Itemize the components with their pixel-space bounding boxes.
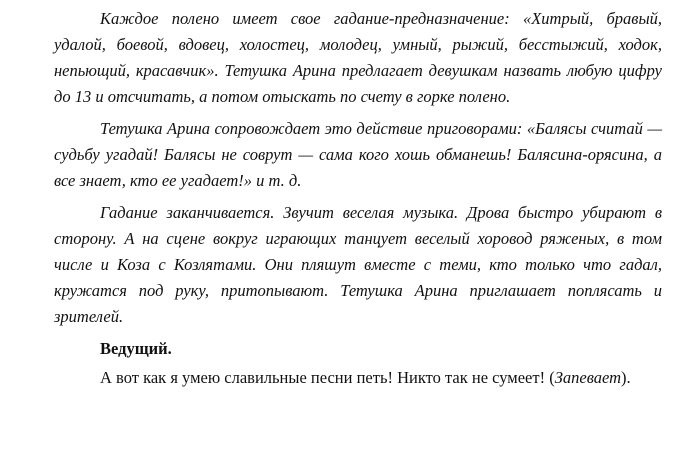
stage-direction: Запевает <box>554 368 622 387</box>
paragraph-round-dance: Гадание заканчивается. Звучит веселая музыка. Дрова быстро убирают в сторону. А на сцене вокруг играющих танцует веселый хоровод ряженых, в том числе и Коза с Козлятами. Они пляшут вместе с теми, кто только что гадал, кружатся под руку, притопывают. Тетушка Арина приглашает поплясать и зрителей. <box>54 203 662 326</box>
stage-direction-close: ). <box>621 368 631 387</box>
speaker-heading: Ведущий. <box>100 339 172 358</box>
speaker-line-text: А вот как я умею славильные песни петь! Никто так не сумеет! <box>100 368 546 387</box>
document-page <box>54 6 662 391</box>
paragraph-aunt-arina-sayings: Тетушка Арина сопровождает это действие приговорами: «Балясы считай — судьбу угадай! Балясы не соврут — сама кого хошь обманешь! Балясина-орясина, а все знает, кто ее угадает!» и т. д. <box>54 119 662 190</box>
paragraph-fortune-logs: Каждое полено имеет свое гадание-предназначение: «Хитрый, бравый, удалой, боевой, вдовец, холостец, молодец, умный, рыжий, бесстыжий, ходок, непьющий, красавчик». Тетушка Арина предлагает девушкам назвать любую цифру до 13 и отсчитать, а потом отыскать по счету в горке полено. <box>54 9 662 106</box>
stage-direction-open: ( <box>545 368 555 387</box>
speaker-line <box>54 365 662 391</box>
